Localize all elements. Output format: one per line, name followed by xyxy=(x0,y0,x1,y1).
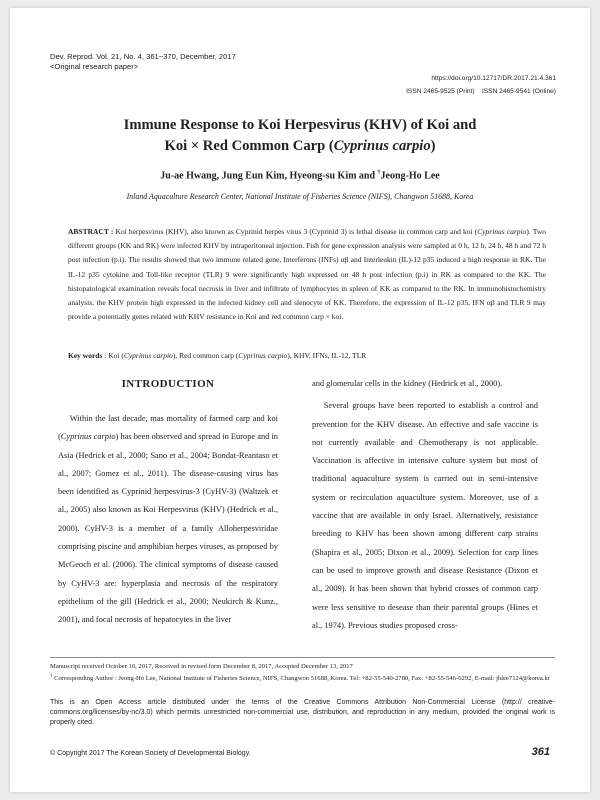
title-line-2 xyxy=(10,136,590,157)
title-text-end: ) xyxy=(430,138,436,154)
keyword-species-2: Cyprinus carpio xyxy=(238,351,288,360)
intro-paragraph-2: Several groups have been reported to establish a control and prevention for the KHV disease. An effective and safe vaccine is not currently available and Chemotherapy is not applicable. Vaccination is affective in intensive culture system but most of traditional aquaculture system is carried out in semi-intensive system or recirculation aquaculture system. Moreover, use of a vaccine that are available in only Israel. Alternatively, resistance breeding to KHV has been shown among different carp strains (Shapira et al., 2005; Dixon et al., 2009). Selection for carp lines can be used to improve growth and disease Resistance (Dixon et al., 2009). It has been shown that hybrid crosses of common carp were less sensitive to desease than their parental groups (Hines et al., 1974). Previous studies proposed cross- xyxy=(312,401,538,630)
keywords-text: : Koi ( xyxy=(102,351,124,360)
abstract-text: Koi herpesvirus (KHV), also known as Cyprinid herpes virus 3 (Cyprinid 3) is lethal disease in common carp and koi ( xyxy=(113,227,478,236)
abstract xyxy=(68,225,546,324)
issn-line: ISSN 2465-9525 (Print) ISSN 2465-9541 (Online) xyxy=(406,88,556,95)
corresponding-mark: † xyxy=(377,170,381,176)
intro-p1-text: Within the last decade, mas mortality of farmed carp and koi ( xyxy=(58,414,278,442)
right-column xyxy=(312,375,538,635)
journal-header xyxy=(50,52,236,72)
page-number: 361 xyxy=(531,746,550,758)
corresponding-details: Corresponding Author : Jeong-Ho Lee, National Institute of Fisheries Science, NIFS, Changwon 51688, Korea. Tel: +82-55-540-2780, Fax: +82-55-546-6292, E-mail: jhlee7124@korea.kr xyxy=(52,675,550,683)
corresponding-author: Jeong-Ho Lee xyxy=(380,170,440,182)
title-line-1: Immune Response to Koi Herpesvirus (KHV) of Koi and xyxy=(123,117,477,133)
corresponding-footnote xyxy=(50,672,555,683)
left-column xyxy=(58,410,278,630)
footnote-mark: † xyxy=(50,674,53,679)
author-names: Ju-ae Hwang, Jung Eun Kim, Hyeong-su Kim and xyxy=(160,170,378,182)
affiliation: Inland Aquaculture Research Center, National Institute of Fisheries Science (NIFS), Changwon 51688, Korea xyxy=(126,192,474,201)
article-page xyxy=(10,8,590,792)
intro-p1-species: Cyprinus carpio xyxy=(60,432,116,442)
intro-p1-text-cont: ) has been observed and spread in Europe and in Asia (Hedrick et al., 2000; Sano et al., 2004; Bondat-Reantaso et al., 2007; Gomez et al., 2011). The disease-causing virus has been identified as Cyprinid herpesvirus-3 (CyHV-3) (Waltzek et al., 2005) also known as Koi Herpesvirus (KHV) (Hedrick et al., 2000). CyHV-3 is a member of a family Alloherpesviridae comprising piscine and amphibian herpes viruses, as proposed by McGeoch et al. (2006). The clinical symptoms of disease caused by CyHV-3 are: hyperplasia and necrosis of the respiratory epithelium of the gill (Hedrick et al., 2000; Neukirch & Kunz., 2001), and focal necrosis of hepatocytes in the liver xyxy=(58,432,278,625)
keyword-species-1: Cyprinus carpio xyxy=(123,351,173,360)
footnote-divider xyxy=(50,657,555,658)
doi-block xyxy=(406,72,556,98)
keywords-label: Key words xyxy=(68,351,103,360)
copyright-line: © Copyright 2017 The Korean Society of Developmental Biology. xyxy=(50,750,251,757)
manuscript-dates: Manuscript received October 10, 2017, Received in revised form December 8, 2017, Accepted December 13, 2017 xyxy=(50,663,353,670)
title-text: Koi × Red Common Carp ( xyxy=(164,138,334,154)
abstract-label: ABSTRACT : xyxy=(68,227,114,236)
author-list xyxy=(10,170,590,181)
title-species: Cyprinus carpio xyxy=(333,138,431,154)
article-title xyxy=(10,115,590,157)
keywords-text-3: ), KHV, IFNs, IL-12, TLR xyxy=(287,351,367,360)
section-heading-introduction: INTRODUCTION xyxy=(121,378,215,390)
intro-paragraph-1 xyxy=(58,410,278,630)
abstract-species: Cyprinus carpio xyxy=(477,227,527,236)
abstract-text-cont: ). Two different groups (KK and RK) were infected KHV by intraperitoneal injection. Fish for gene expression analysis were sampled at 0 h, 12 h, 24 h, 48 h and 72 h post infection (p.i). The results showed that two immune related gene, Interferons (INFs) αβ and Interleukin (IL)-12 p35 induced a high response in RK. The IL-12 p35 cytokine and Toll-like receptor (TLR) 9 were significantly high expressed on 48 h post infection (p.i) in RK as compared to the KK. The histopatological examination reveals focal necrosis in liver and infiltrate of lymphocytes in spleen of KK as compared to the RK. In immunohistochemistry analysis, the KHV protein high expressed in the infected kidney cell and slenocyte of KK. Therefore, the expression of IL-12 p35, IFN αβ and TLR 9 may provide a potentially genes related with KHV resistance in Koi and red common carp × koi. xyxy=(68,227,546,322)
keywords-text-2: ), Red common carp ( xyxy=(172,351,239,360)
journal-citation: Dev. Reprod. Vol. 21, No. 4, 361~370, December, 2017 xyxy=(50,52,236,61)
paper-type: <Original research paper> xyxy=(50,62,139,71)
intro-paragraph-1-continued: and glomerular cells in the kidney (Hedrick et al., 2000). xyxy=(312,379,503,388)
keywords xyxy=(68,351,546,360)
doi-link[interactable]: https://doi.org/10.12717/DR.2017.21.4.361 xyxy=(431,75,556,82)
open-access-notice: This is an Open Access article distributed under the terms of the Creative Commons Attribution Non-Commercial License (http:// creative-commons.org/licenses/by-nc/3.0) which permits unrestricted non-commercial use, distribution, and reproduction in any medium, provided the original work is properly cited. xyxy=(50,699,555,726)
